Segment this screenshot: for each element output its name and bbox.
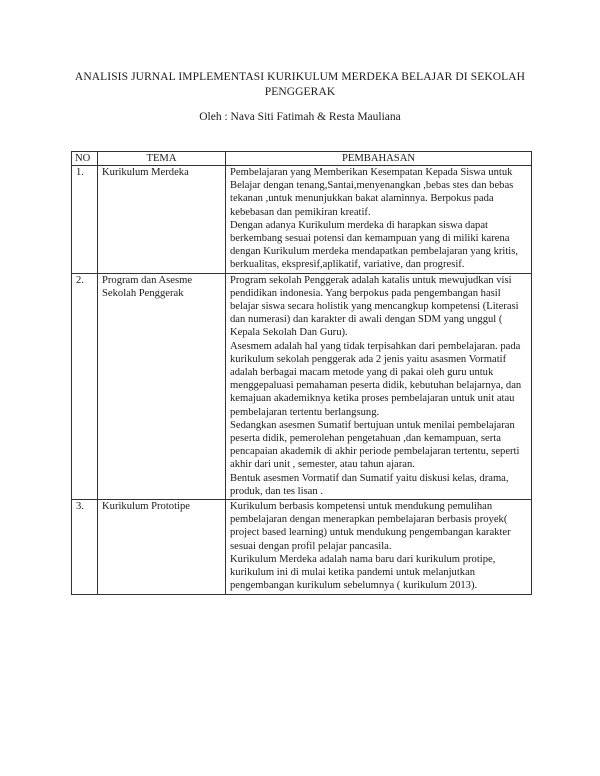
table-row [72,166,532,274]
table-header-row [72,152,532,166]
row-tema: Kurikulum Merdeka [98,166,226,274]
author-line: Oleh : Nava Siti Fatimah & Resta Mauliana [199,111,401,123]
paragraph: Dengan adanya Kurikulum merdeka di harapkan siswa dapat berkembang sesuai potensi dan kemampuan yang di miliki karena dengan Kurikulum merdeka mendapatkan pembelajaran yang kritis, berkualitas, ekspresif,aplikatif, variative, dan progresif. [230,219,518,271]
table-row [72,500,532,594]
row-no: 2. [72,273,98,499]
table-row [72,273,532,499]
header-no: NO [72,152,98,166]
title-line-2: PENGGERAK [264,86,336,98]
analysis-table [71,151,532,595]
row-tema: Kurikulum Prototipe [98,500,226,594]
title-line-1: ANALISIS JURNAL IMPLEMENTASI KURIKULUM MERDEKA BELAJAR DI SEKOLAH [74,71,526,83]
row-pembahasan [226,273,532,499]
row-pembahasan [226,166,532,274]
row-pembahasan [226,500,532,594]
row-no: 3. [72,500,98,594]
document-title [60,70,540,100]
header-pembahasan: PEMBAHASAN [226,152,532,166]
paragraph: Program sekolah Penggerak adalah katalis untuk mewujudkan visi pendidikan indonesia. Yang berpokus pada pengembangan hasil belajar siswa secara holistik yang mencangkup kompetensi (Literasi dan numerasi) dan karakter di awali dengan SDM yang unggul ( Kepala Sekolah Dan Guru). [230,274,519,339]
paragraph: Sedangkan asesmen Sumatif bertujuan untuk menilai pembelajaran peserta didik, pemerolehan pengetahuan ,dan kemampuan, serta pencapaian akademik di akhir periode pembelajaran tertentu, seperti akhir dari unit , semester, atau tahun ajaran. [230,419,520,471]
paragraph: Bentuk asesmen Vormatif dan Sumatif yaitu diskusi kelas, drama, produk, dan tes lisan . [230,472,509,497]
paragraph: Asesmem adalah hal yang tidak terpisahkan dari pembelajaran. pada kurikulum sekolah penggerak ada 2 jenis yaitu asasmen Vormatif adalah berbagai macam metode yang di pakai oleh guru untuk menggepaluasi pemahaman peserta didik, kebutuhan belajarnya, dan kemajuan akademiknya ketika proses pembelajaran untuk unit atau pembelajaran tertentu berlangsung. [230,340,522,418]
row-no: 1. [72,166,98,274]
header-tema: TEMA [98,152,226,166]
row-tema: Program dan Asesme Sekolah Penggerak [98,273,226,499]
paragraph: Pembelajaran yang Memberikan Kesempatan Kepada Siswa untuk Belajar dengan tenang,Santai,menyenangkan ,bebas stes dan bebas tekanan ,untuk menunjukkan bakat alaminnya. Berpokus pada kebebasan dan pemikiran kreatif. [230,167,514,218]
paragraph: Kurikulum berbasis kompetensi untuk mendukung pemulihan pembelajaran dengan menerapkan pembelajaran berbasis proyek( project based learning) untuk mendukung pengembangan karakter sesuai dengan profil pelajar pancasila. [230,501,511,552]
paragraph: Kurikulum Merdeka adalah nama baru dari kurikulum protipe, kurikulum ini di mulai ketika pandemi untuk melanjutkan pengembangan kurikulum sebelumnya ( kurikulum 2013). [230,553,496,592]
